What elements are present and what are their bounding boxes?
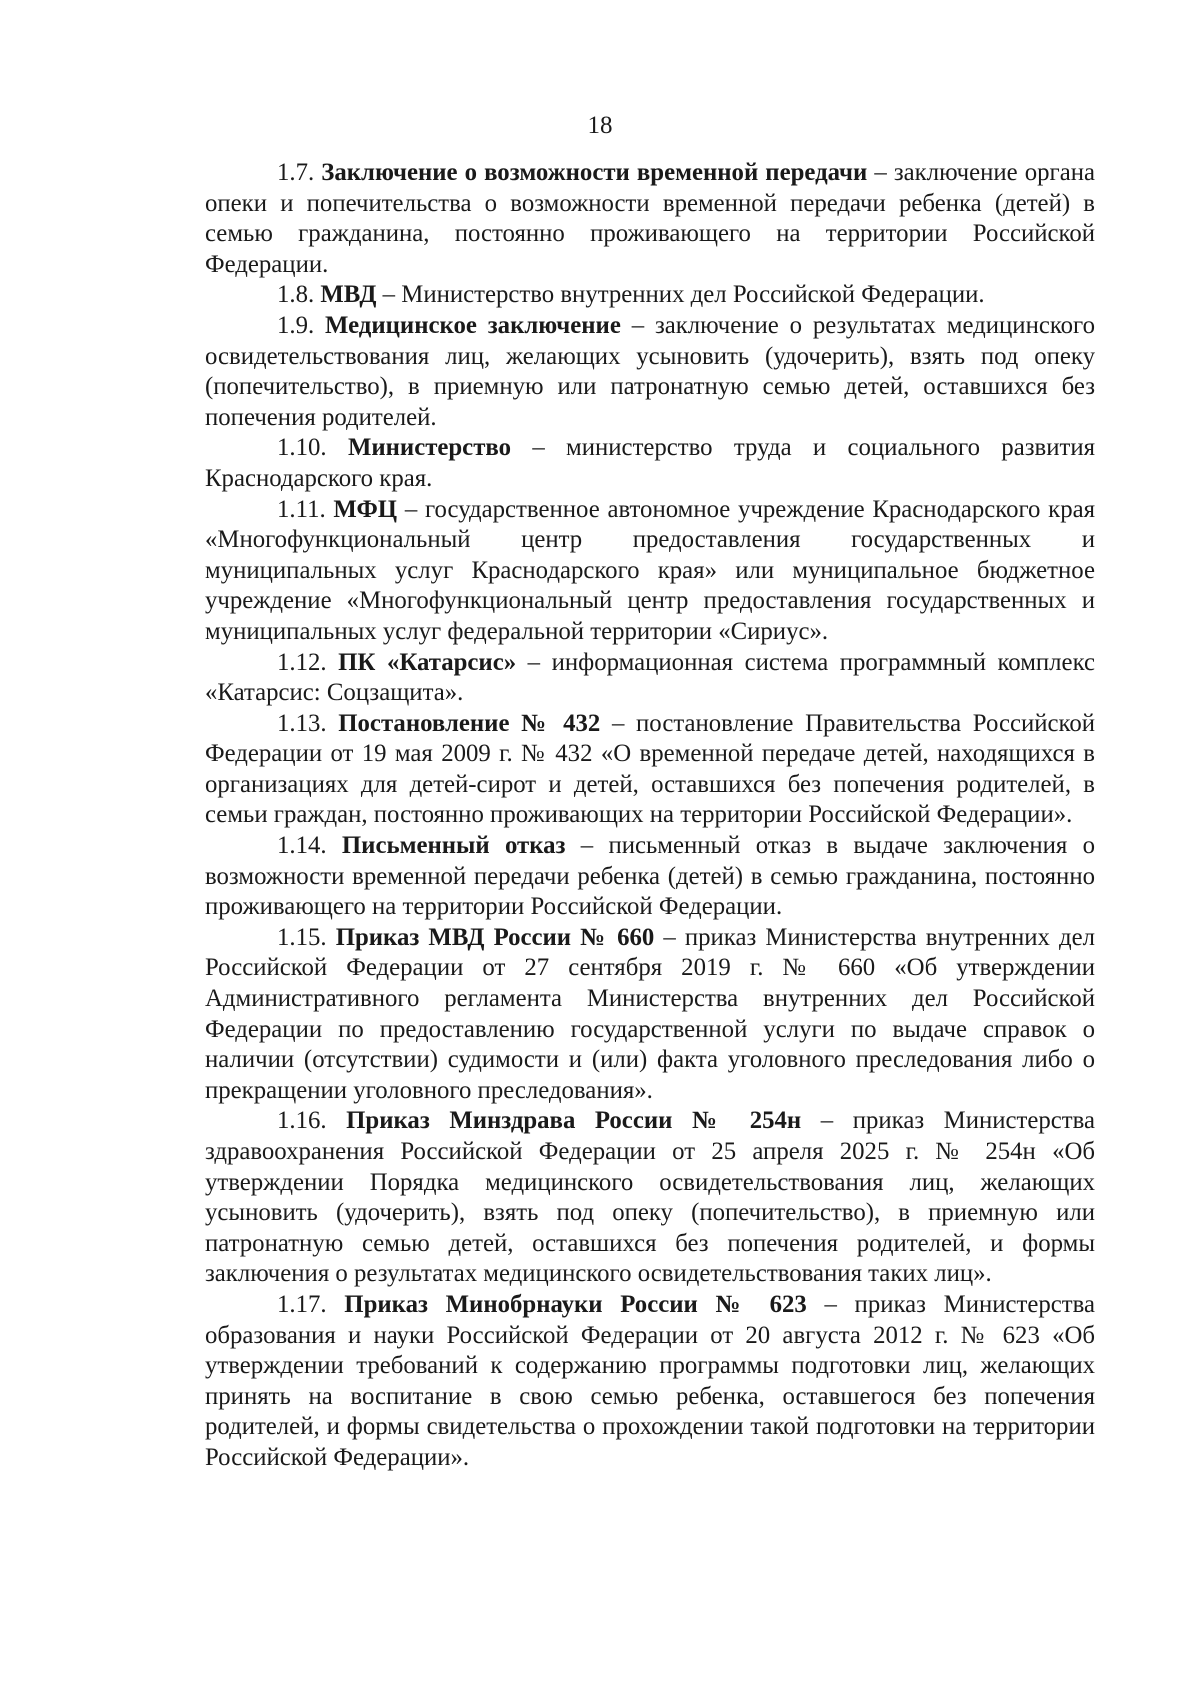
defined-term: Приказ Минздрава России № 254н xyxy=(346,1107,802,1135)
definition-1-7 xyxy=(205,158,1095,280)
clause-number: 1.7. xyxy=(277,159,315,186)
definition-1-16 xyxy=(205,1106,1095,1290)
definition-text: – письменный отказ в выдаче заключения о возможности временной передачи ребенка (детей) в семью гражданина, постоянно проживающего на территории Российской Федерации. xyxy=(205,832,1096,921)
defined-term: Постановление № 432 xyxy=(338,709,601,737)
definition-1-14 xyxy=(205,831,1095,923)
definition-1-12 xyxy=(205,648,1095,709)
definition-1-15 xyxy=(205,923,1095,1107)
definition-text: – Министерство внутренних дел Российской Федерации. xyxy=(376,281,985,309)
clause-number: 1.8. xyxy=(277,281,315,309)
definition-1-13 xyxy=(205,709,1095,831)
definition-1-10 xyxy=(205,433,1095,494)
definition-text: – приказ Министерства образования и науки Российской Федерации от 20 августа 2012 г. № 623 «Об утверждении требований к содержанию программы подготовки лиц, желающих принять на воспитание в свою семью ребенка, оставшегося без попечения родителей, и формы свидетельства о прохождении такой подготовки на территории Российской Федерации». xyxy=(205,1290,1095,1471)
clause-number: 1.11. xyxy=(277,495,326,523)
document-body xyxy=(205,158,1095,1474)
defined-term: Приказ Минобрнауки России № 623 xyxy=(344,1290,807,1318)
definition-text: – приказ Министерства здравоохранения Российской Федерации от 25 апреля 2025 г. № 254н «Об утверждении Порядка медицинского освидетельствования лиц, желающих усыновить (удочерить), взять под опеку (попечительство), в приемную или патронатную семью детей, оставшихся без попечения родителей, и формы заключения о результатах медицинского освидетельствования таких лиц». xyxy=(205,1107,1096,1288)
definition-text: – постановление Правительства Российской Федерации от 19 мая 2009 г. № 432 «О временной передаче детей, находящихся в организациях для детей-сирот и детей, оставшихся без попечения родителей, в семьи граждан, постоянно проживающих на территории Российской Федерации». xyxy=(205,709,1095,829)
defined-term: Медицинское заключение xyxy=(325,311,621,339)
defined-term: Министерство xyxy=(347,434,511,462)
definition-1-17 xyxy=(205,1290,1095,1474)
definition-text: – информационная система программный комплекс «Катарсис: Соцзащита». xyxy=(205,648,1096,707)
clause-number: 1.17. xyxy=(277,1290,327,1318)
defined-term: Приказ МВД России № 660 xyxy=(335,923,655,951)
defined-term: ПК «Катарсис» xyxy=(338,648,517,676)
clause-number: 1.12. xyxy=(277,648,327,676)
definition-text: – министерство труда и социального развития Краснодарского края. xyxy=(205,434,1096,492)
definition-1-9 xyxy=(205,311,1095,433)
definition-text: – государственное автономное учреждение Краснодарского края «Многофункциональный центр предоставления государственных и муниципальных услуг Краснодарского края» или муниципальное бюджетное учреждение «Многофункциональный центр предоставления государственных и муниципальных услуг федеральной территории «Сириус». xyxy=(205,495,1095,645)
clause-number: 1.13. xyxy=(277,709,327,737)
definition-1-8 xyxy=(205,280,1095,311)
clause-number: 1.10. xyxy=(277,434,327,462)
defined-term: Письменный отказ xyxy=(341,832,566,860)
clause-number: 1.16. xyxy=(277,1107,327,1135)
clause-number: 1.14. xyxy=(277,832,327,860)
clause-number: 1.9. xyxy=(277,311,315,339)
definition-text: – заключение о результатах медицинского освидетельствования лиц, желающих усыновить (удочерить), взять под опеку (попечительство), в приемную или патронатную семью детей, оставшихся без попечения родителей. xyxy=(205,311,1095,431)
defined-term: Заключение о возможности временной передачи xyxy=(321,159,868,186)
definition-text: – заключение органа опеки и попечительства о возможности временной передачи ребенка (детей) в семью гражданина, постоянно проживающего на территории Российской Федерации. xyxy=(205,159,1095,278)
clause-number: 1.15. xyxy=(277,923,327,951)
defined-term: МФЦ xyxy=(333,495,398,523)
definition-1-11 xyxy=(205,495,1095,648)
definition-text: – приказ Министерства внутренних дел Российской Федерации от 27 сентября 2019 г. № 660 «Об утверждении Административного регламента Министерства внутренних дел Российской Федерации по предоставлению государственной услуги по выдаче справок о наличии (отсутствии) судимости и (или) факта уголовного преследования либо о прекращении уголовного преследования». xyxy=(205,923,1095,1104)
page-number: 18 xyxy=(587,112,613,139)
defined-term: МВД xyxy=(320,281,377,309)
